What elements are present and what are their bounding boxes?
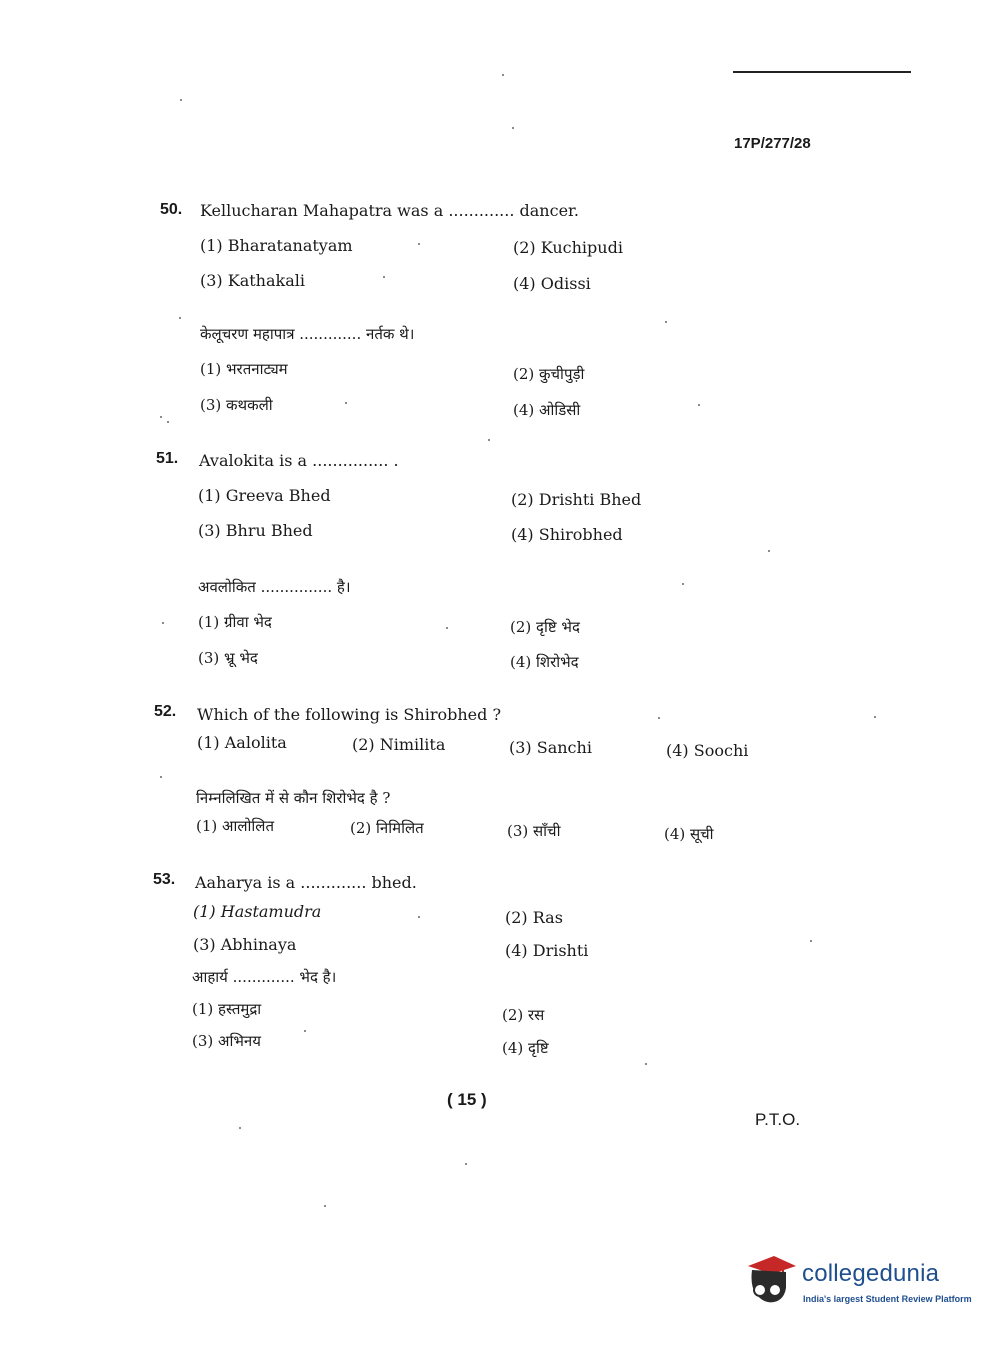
scan-speck [304, 1030, 306, 1032]
scan-speck [645, 1063, 647, 1065]
option-hi-2: (2) कुचीपुड़ी [513, 365, 585, 383]
question-number: 51. [156, 450, 179, 467]
option-en-3: (3) Bhru Bhed [198, 521, 313, 540]
pto-label: P.T.O. [755, 1110, 801, 1129]
question-text-hi: अवलोकित ............... है। [198, 578, 351, 596]
option-en-4: (4) Shirobhed [511, 525, 623, 544]
scan-speck [167, 421, 169, 423]
option-en-3: (3) Kathakali [200, 271, 305, 290]
scan-speck [658, 717, 660, 719]
scan-speck [383, 276, 385, 278]
scan-speck [160, 776, 162, 778]
scan-speck [698, 404, 700, 406]
option-hi-4: (4) सूची [664, 825, 714, 843]
question-text-hi: आहार्य ............. भेद है। [192, 968, 337, 986]
option-en-2: (2) Drishti Bhed [511, 490, 642, 509]
question-number: 53. [153, 871, 176, 888]
scan-speck [488, 439, 490, 441]
option-hi-2: (2) रस [502, 1006, 545, 1024]
question-text-en: Which of the following is Shirobhed ? [197, 705, 502, 724]
scan-speck [874, 716, 876, 718]
mascot-icon [742, 1250, 798, 1308]
option-hi-3: (3) भ्रू भेद [198, 649, 258, 667]
scan-speck [665, 321, 667, 323]
option-hi-1: (1) ग्रीवा भेद [198, 613, 272, 631]
question-text-hi: निम्नलिखित में से कौन शिरोभेद है ? [196, 789, 391, 807]
option-hi-4: (4) ओडिसी [513, 401, 581, 419]
option-en-1: (1) Greeva Bhed [198, 486, 331, 505]
question-number: 50. [160, 201, 183, 218]
scan-speck [239, 1127, 241, 1129]
option-hi-3: (3) साँची [507, 822, 561, 840]
question-number: 52. [154, 703, 177, 720]
option-hi-4: (4) शिरोभेद [510, 653, 579, 671]
scan-speck [446, 627, 448, 629]
option-en-3: (3) Sanchi [509, 738, 592, 757]
question-text-hi: केलूचरण महापात्र ............. नर्तक थे। [200, 325, 415, 343]
option-hi-4: (4) दृष्टि [502, 1039, 549, 1057]
scan-speck [810, 940, 812, 942]
option-hi-1: (1) आलोलित [196, 817, 275, 835]
scan-speck [180, 99, 182, 101]
option-hi-2: (2) दृष्टि भेद [510, 618, 580, 636]
logo-name: collegedunia [802, 1260, 940, 1287]
option-en-4: (4) Drishti [505, 941, 589, 960]
option-en-2: (2) Ras [505, 908, 563, 927]
header-rule [733, 71, 911, 73]
option-en-2: (2) Kuchipudi [513, 238, 623, 257]
scan-speck [179, 317, 181, 319]
scan-speck [682, 583, 684, 585]
page-number: ( 15 ) [447, 1090, 487, 1109]
scan-speck [324, 1205, 326, 1207]
question-text-en: Avalokita is a ............... . [199, 451, 399, 470]
scan-speck [512, 127, 514, 129]
option-hi-1: (1) भरतनाट्यम [200, 360, 288, 378]
collegedunia-logo [742, 1250, 972, 1320]
option-en-1: (1) Aalolita [197, 733, 287, 752]
scan-speck [345, 402, 347, 404]
scan-speck [502, 74, 504, 76]
paper-code: 17P/277/28 [734, 135, 811, 152]
scan-speck [160, 416, 162, 418]
option-hi-2: (2) निमिलित [350, 819, 424, 837]
option-hi-3: (3) कथकली [200, 396, 273, 414]
option-hi-3: (3) अभिनय [192, 1032, 261, 1050]
option-hi-1: (1) हस्तमुद्रा [192, 1000, 262, 1018]
question-text-en: Aaharya is a ............. bhed. [195, 873, 417, 892]
option-en-4: (4) Odissi [513, 274, 591, 293]
option-en-2: (2) Nimilita [352, 735, 446, 754]
scan-speck [418, 916, 420, 918]
option-en-1: (1) Hastamudra [193, 902, 322, 921]
scan-speck [768, 550, 770, 552]
logo-tagline: India's largest Student Review Platform [803, 1294, 972, 1304]
scan-speck [162, 622, 164, 624]
question-text-en: Kellucharan Mahapatra was a ............. dancer. [200, 201, 580, 220]
option-en-3: (3) Abhinaya [193, 935, 297, 954]
option-en-1: (1) Bharatanatyam [200, 236, 353, 255]
option-en-4: (4) Soochi [666, 741, 749, 760]
scan-speck [465, 1163, 467, 1165]
scan-speck [418, 243, 420, 245]
